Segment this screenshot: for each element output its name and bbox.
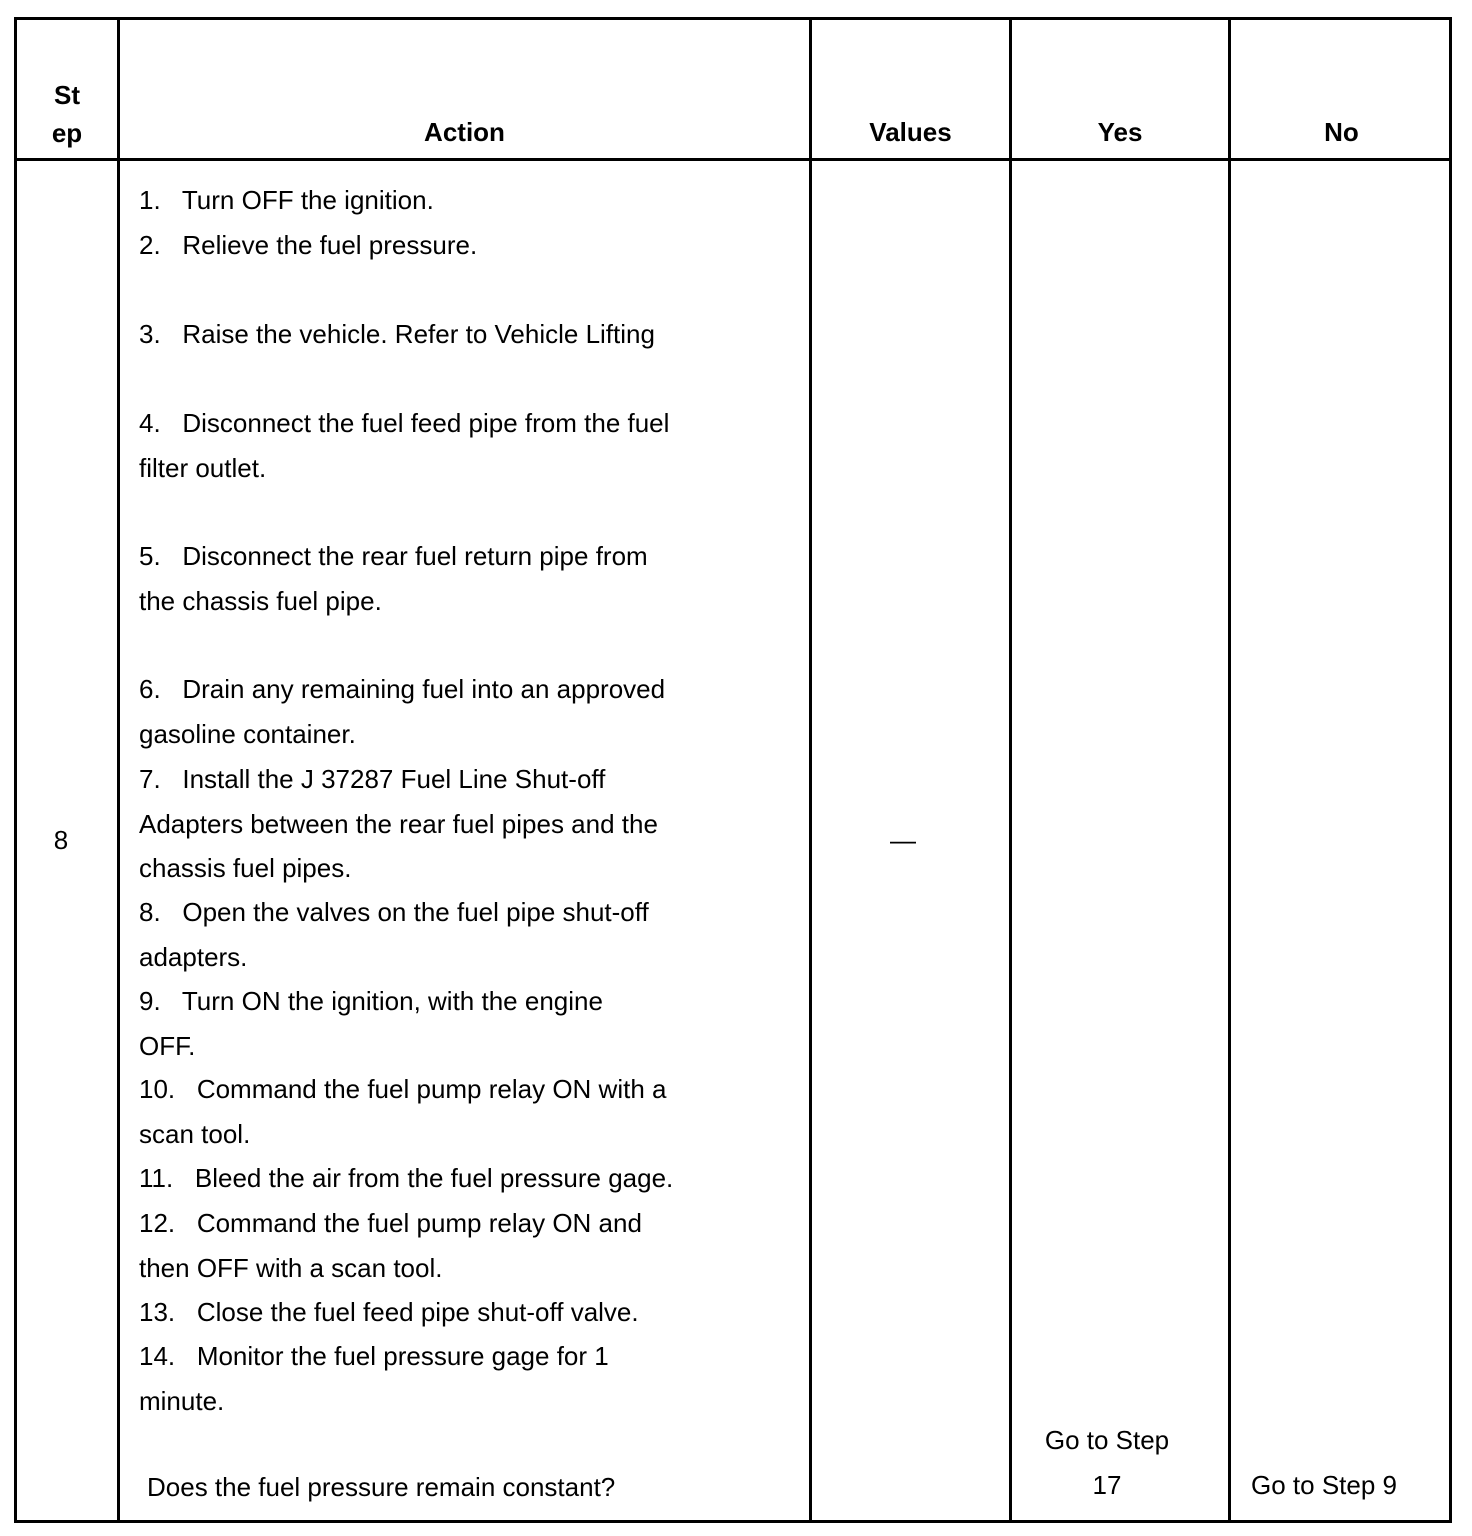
header-yes: Yes — [1097, 117, 1143, 147]
header-action: Action — [424, 117, 505, 147]
action-item: 1. Turn OFF the ignition. — [139, 185, 434, 215]
values-cell: — — [890, 825, 916, 855]
header-divider — [17, 158, 1449, 161]
column-divider — [117, 20, 120, 1520]
question-text: Does the fuel pressure remain constant? — [147, 1472, 616, 1502]
header-step: St ep — [51, 80, 83, 148]
column-divider — [1228, 20, 1231, 1520]
column-divider — [1009, 20, 1012, 1520]
action-item: 4. Disconnect the fuel feed pipe from the fuel filter outlet. — [139, 408, 670, 483]
action-item: 10. Command the fuel pump relay ON with a scan tool. — [139, 1074, 667, 1149]
action-item: 12. Command the fuel pump relay ON and then OFF with a scan tool. — [139, 1208, 642, 1283]
header-values: Values — [869, 117, 952, 147]
diagnostic-table — [14, 17, 1452, 1523]
no-cell: Go to Step 9 — [1251, 1470, 1397, 1500]
action-item: 9. Turn ON the ignition, with the engine OFF. — [139, 986, 603, 1061]
yes-cell: Go to Step 17 — [1044, 1425, 1170, 1500]
action-item: 11. Bleed the air from the fuel pressure gage. — [139, 1163, 674, 1193]
action-item: 6. Drain any remaining fuel into an approved gasoline container. — [139, 674, 666, 749]
action-item: 14. Monitor the fuel pressure gage for 1 minute. — [139, 1341, 609, 1416]
header-no: No — [1324, 117, 1359, 147]
action-item: 8. Open the valves on the fuel pipe shut-off adapters. — [139, 897, 649, 972]
column-divider — [809, 20, 812, 1520]
step-number: 8 — [53, 825, 69, 855]
action-item: 13. Close the fuel feed pipe shut-off valve. — [139, 1297, 639, 1327]
action-item: 2. Relieve the fuel pressure. — [139, 230, 478, 260]
action-item: 5. Disconnect the rear fuel return pipe from the chassis fuel pipe. — [139, 541, 648, 616]
action-item: 7. Install the J 37287 Fuel Line Shut-off Adapters between the rear fuel pipes and the chassis fuel pipes. — [139, 764, 658, 884]
action-item: 3. Raise the vehicle. Refer to Vehicle Lifting — [139, 319, 655, 349]
